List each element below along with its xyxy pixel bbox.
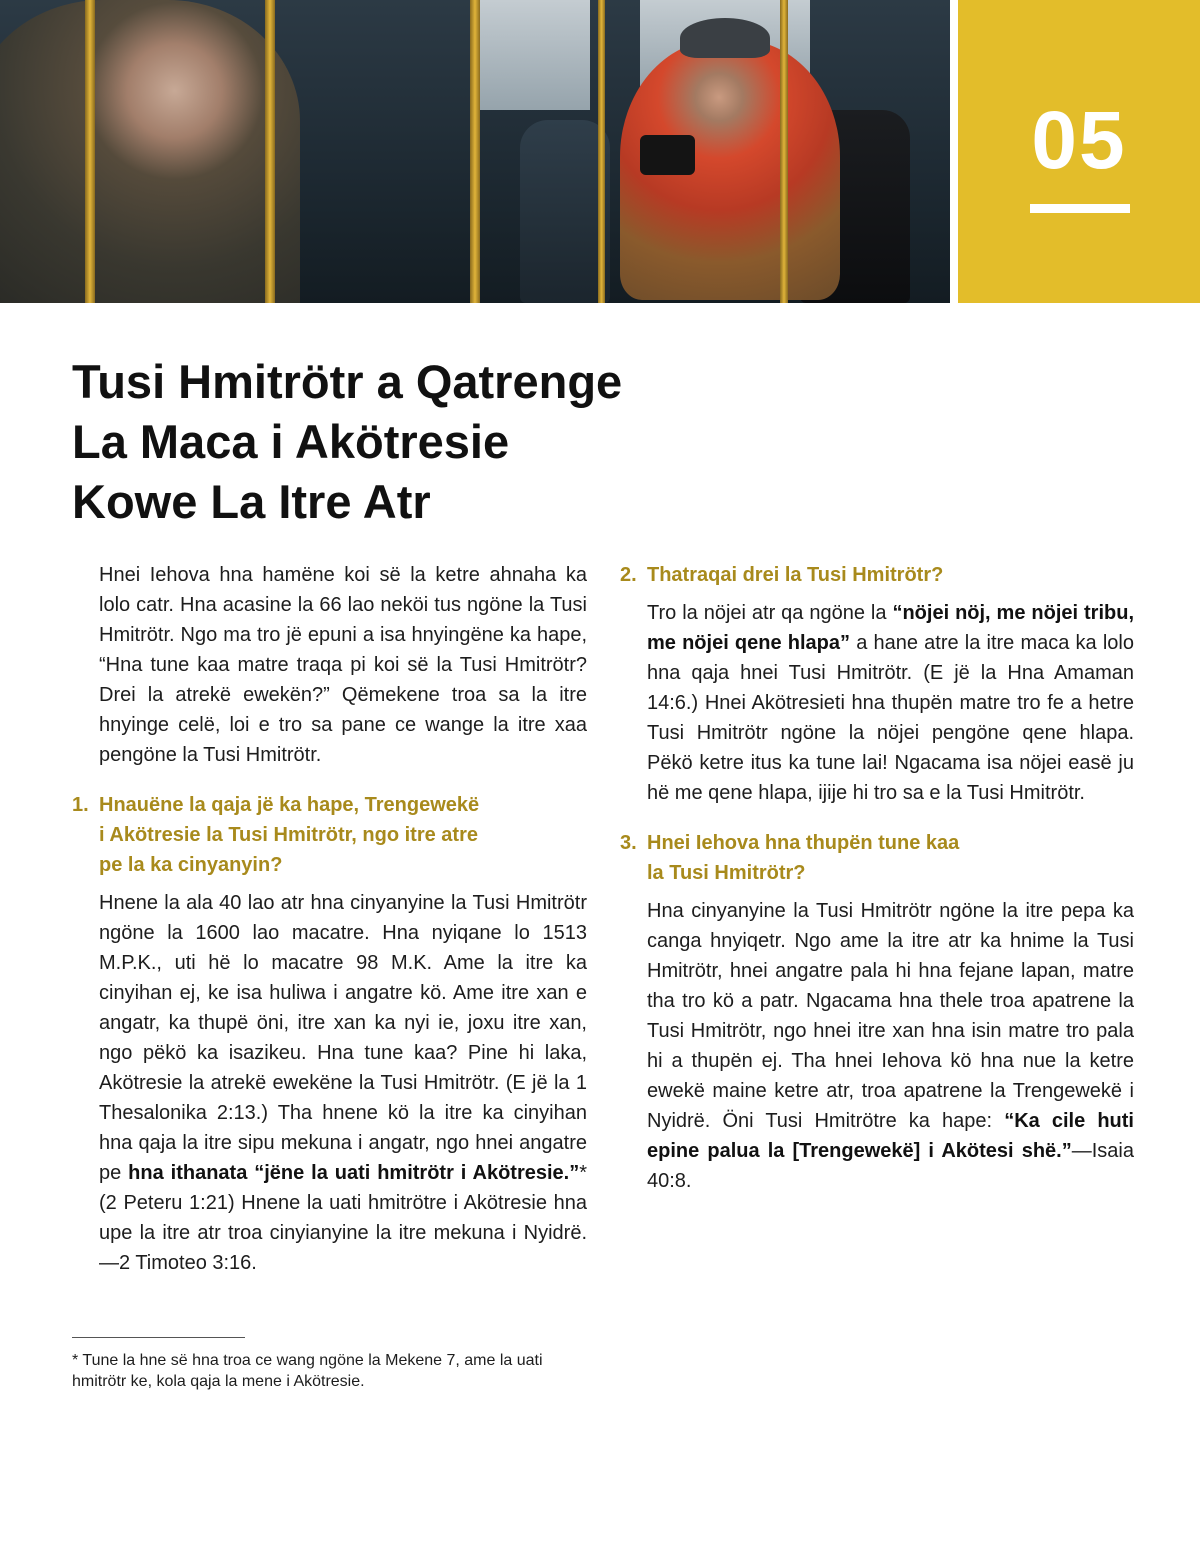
intro-paragraph: Hnei Iehova hna hamëne koi së la ketre ahnaha ka lolo catr. Hna acasine la 66 lao neköi tus ngöne la Tusi Hmitrötr. Ngo ma tro jë epuni a isa hnyingëne ka hape, “Hna tune kaa matre traqa pi koi së la Tusi Hmitrötr? Drei la atrekë ewekën?” Qëmekene troa sa la itre hnyinge celë, loi e tro sa pane ce wange la itre xaa pengöne la Tusi Hmitrötr. bbox=[99, 564, 587, 766]
question-3 bbox=[620, 828, 1134, 888]
question-text: i Akötresie la Tusi Hmitrötr, ngo itre atre bbox=[99, 824, 478, 846]
hero-photo bbox=[0, 0, 950, 303]
question-number: 3. bbox=[620, 832, 637, 854]
cap bbox=[680, 18, 770, 58]
chapter-badge bbox=[958, 0, 1200, 303]
bus-seat bbox=[520, 120, 610, 303]
answer-3 bbox=[620, 896, 1134, 1196]
footnote: * Tune la hne së hna troa ce wang ngöne la Mekene 7, ame la uati hmitrötr ke, kola qaja la mene i Akötresie. bbox=[72, 1352, 543, 1390]
answer-text: Tro la nöjei atr qa ngöne la bbox=[647, 602, 887, 624]
answer-quote: hna ithanata “jëne la uati hmitrötr i Akötresie.” bbox=[128, 1162, 580, 1184]
grab-pole bbox=[780, 0, 788, 303]
question-1 bbox=[72, 790, 587, 880]
answer-text: Hna cinyanyine la Tusi Hmitrötr ngöne la itre pepa ka canga hnyiqetr. Ngo ame la itre atr ka hnime la Tusi Hmitrötr, hnei angatre pala hi hna fejane lapan, matre tha tro kö a patr. Ngacama hna thele troa apatrene la Tusi Hmitrötr, ngo hnei itre xan hna isin matre tro pala hi a thupën ej. Tha hnei Iehova kö hna nue la ketre ewekë maine ketre atr, troa apatrene la Trengewekë i Nyidrë. Öni Tusi Hmitrötre ka hape: bbox=[647, 900, 1134, 1132]
question-text: Hnauëne la qaja jë ka hape, Trengewekë bbox=[99, 794, 480, 816]
chapter-underline bbox=[1030, 204, 1130, 213]
sleeping-passenger bbox=[0, 0, 300, 303]
question-number: 2. bbox=[620, 564, 637, 586]
question-2 bbox=[620, 560, 1134, 590]
grab-pole bbox=[265, 0, 275, 303]
question-text: la Tusi Hmitrötr? bbox=[647, 862, 806, 884]
answer-text: Hnene la ala 40 lao atr hna cinyanyine la Tusi Hmitrötr ngöne la 1600 lao macatre. Hna nyiqane lo 1513 M.P.K., uti hë lo macatre 98 M.K. Ame la itre ka cinyihan ej, ke isa huliwa i angatre kö. Ame itre xan e angatr, ka thupë öni, itre xan ka nyi ie, joxu itre xan, ngo pëkö ka isazikeu. Hna tune kaa? Pine hi laka, Akötresie la atrekë ewekëne la Tusi Hmitrötr. (E jë la 1 Thesalonika 2:13.) Tha hnene kö la itre ka cinyihan hna qaja la itre sipu mekuna i angatr, ngo hnei angatre pe bbox=[99, 892, 587, 1184]
question-text: Thatraqai drei la Tusi Hmitrötr? bbox=[647, 564, 944, 586]
left-column bbox=[72, 560, 587, 1278]
page-title bbox=[72, 352, 792, 532]
question-text: Hnei Iehova hna thupën tune kaa bbox=[647, 832, 960, 854]
grab-pole bbox=[598, 0, 605, 303]
question-number: 1. bbox=[72, 794, 89, 816]
footnote-divider bbox=[72, 1337, 245, 1338]
book bbox=[640, 135, 695, 175]
title-line: Tusi Hmitrötr a Qatrenge bbox=[72, 355, 623, 408]
bus-window bbox=[470, 0, 590, 110]
answer-text: * (2 Peteru 1:21) Hnene la uati hmitrötre i Akötresie hna upe la itre atr troa cinyianyine la itre mekuna i Nyidrë.—2 Timoteo 3:16. bbox=[99, 1162, 588, 1274]
answer-2 bbox=[620, 598, 1134, 808]
right-column bbox=[620, 560, 1134, 1196]
answer-text: —Isaia 40:8. bbox=[647, 1140, 1134, 1192]
question-text: pe la ka cinyanyin? bbox=[99, 854, 283, 876]
answer-quote: “Ka cile huti epine palua la [Trengewekë] i Akötesi shë.” bbox=[647, 1110, 1134, 1162]
grab-pole bbox=[470, 0, 480, 303]
chapter-number: 05 bbox=[1031, 95, 1127, 186]
answer-quote: “nöjei nöj, me nöjei tribu, me nöjei qene hlapa” bbox=[647, 602, 1135, 654]
answer-text: a hane atre la itre maca ka lolo hna qaja hnei Tusi Hmitrötr. (E jë la Hna Amaman 14:6.) Hnei Akötresieti hna thupën matre tro fe a hetre Tusi Hmitrötr ngöne la nöjei pengöne qene hlapa. Pëkö ketre itus ka tune lai! Ngacama isa nöjei easë ju hë me qene hlapa, ijije hi tro sa e la Tusi Hmitrötr. bbox=[647, 632, 1134, 804]
title-line: La Maca i Akötresie bbox=[72, 415, 510, 468]
grab-pole bbox=[85, 0, 95, 303]
title-line: Kowe La Itre Atr bbox=[72, 475, 431, 528]
answer-1 bbox=[72, 888, 587, 1278]
